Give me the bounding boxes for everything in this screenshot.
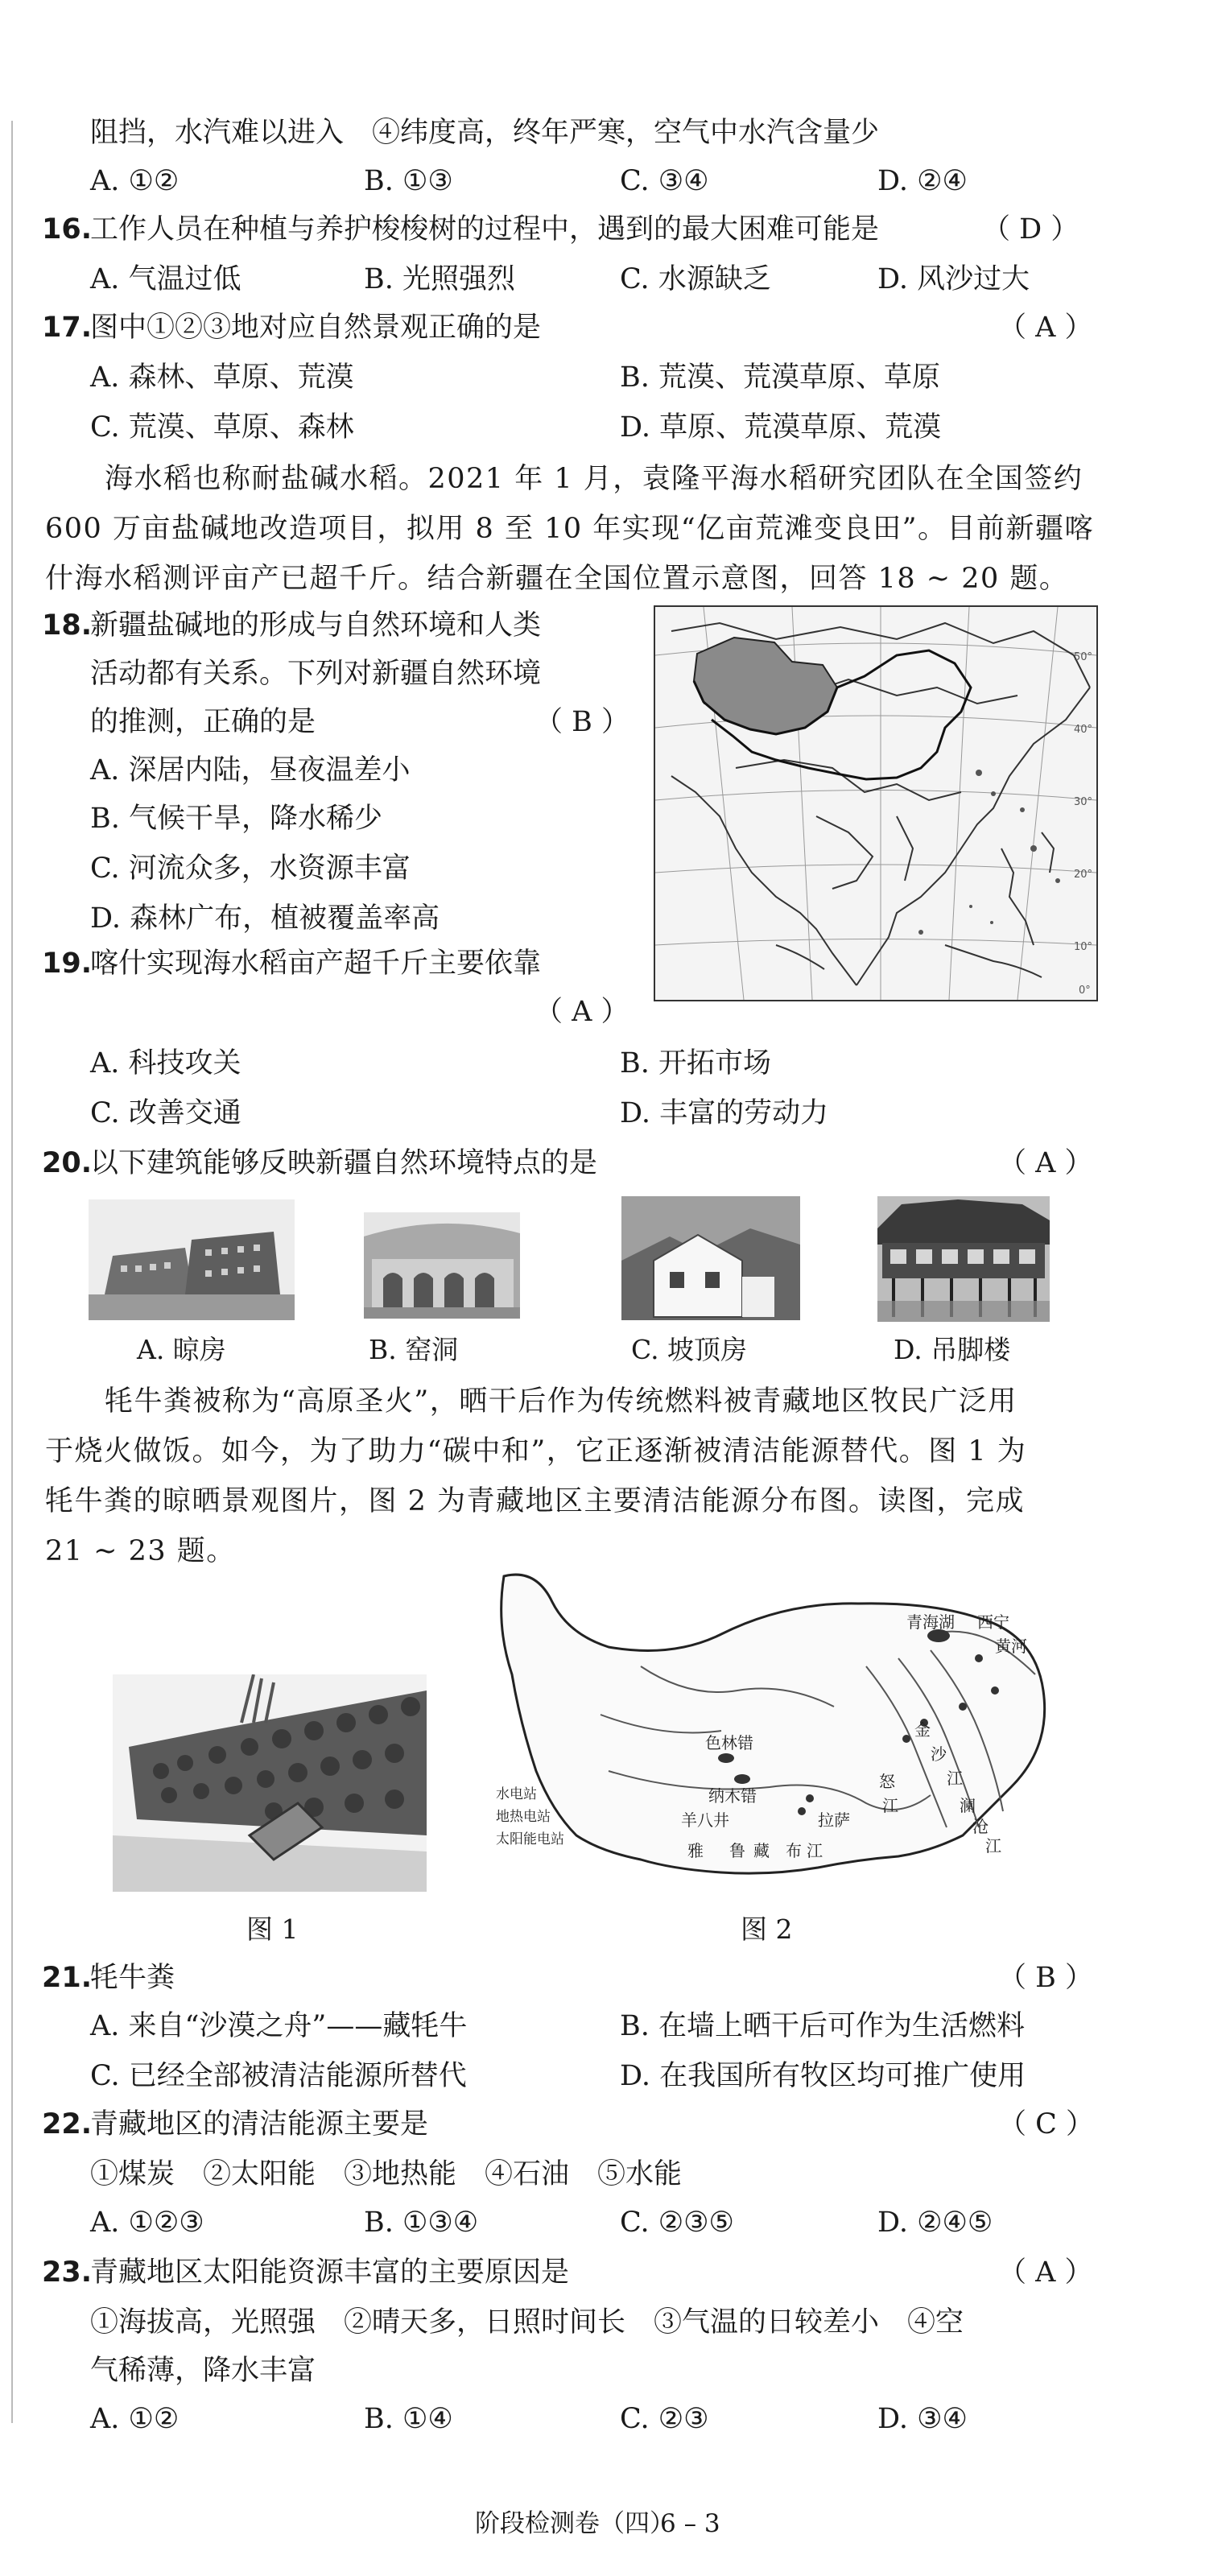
- photo-drying-house: [89, 1199, 295, 1320]
- map-label: 江: [985, 1836, 1001, 1856]
- map-label: 黄河: [995, 1637, 1027, 1656]
- option-b[interactable]: B. 气候干旱，降水稀少: [90, 803, 382, 835]
- lat-tick: 10°: [1074, 941, 1093, 953]
- question-items-line: 气稀薄，降水丰富: [90, 2355, 316, 2387]
- question-number: 19.: [42, 947, 93, 980]
- figure-1-yak-dung-wall: [113, 1674, 427, 1892]
- question-text-line: 新疆盐碱地的形成与自然环境和人类: [90, 609, 542, 642]
- caption-a[interactable]: A. 晾房: [137, 1334, 226, 1365]
- map-label: 拉萨: [818, 1810, 850, 1830]
- xinjiang-location-map: [654, 605, 1098, 1001]
- map-label: 纳木错: [708, 1786, 757, 1806]
- paragraph-line: 牦牛粪被称为“高原圣火”，晒干后作为传统燃料被青藏地区牧民广泛用: [105, 1385, 1017, 1418]
- option-d[interactable]: D. 森林广布，植被覆盖率高: [90, 902, 440, 935]
- paragraph-line: 牦牛粪的晾晒景观图片，图 2 为青藏地区主要清洁能源分布图。读图，完成: [45, 1485, 1026, 1517]
- figure-1-caption: 图 1: [246, 1913, 299, 1945]
- lat-tick: 0°: [1079, 985, 1091, 997]
- option-c[interactable]: C. ②③: [620, 2403, 709, 2435]
- option-d[interactable]: D. ②④: [877, 165, 968, 197]
- lat-tick: 50°: [1074, 651, 1093, 663]
- map-label: 江: [882, 1796, 898, 1815]
- option-c[interactable]: C. ③④: [620, 165, 709, 197]
- paragraph-line: 海水稻也称耐盐碱水稻。2021 年 1 月，袁隆平海水稻研究团队在全国签约: [105, 463, 1083, 495]
- option-a[interactable]: A. ①②③: [90, 2207, 204, 2239]
- option-d[interactable]: D. 在我国所有牧区均可推广使用: [620, 2060, 1026, 2092]
- map-label: 江: [807, 1841, 823, 1860]
- option-c[interactable]: C. 荒漠、草原、森林: [90, 411, 354, 444]
- map-label: 金: [914, 1720, 931, 1740]
- left-margin-line: [11, 121, 13, 2423]
- map-label: 西宁: [977, 1612, 1009, 1632]
- map-label: 怒: [879, 1772, 895, 1791]
- option-a[interactable]: A. 气温过低: [90, 263, 241, 295]
- caption-b[interactable]: B. 窑洞: [369, 1334, 459, 1365]
- paragraph-line: 21 ~ 23 题。: [45, 1535, 236, 1567]
- question-text: 工作人员在种植与养护梭梭树的过程中，遇到的最大困难可能是: [90, 213, 880, 246]
- caption-d[interactable]: D. 吊脚楼: [894, 1334, 1011, 1365]
- question-number: 23.: [42, 2256, 93, 2289]
- legend-hydro: 水电站: [496, 1786, 537, 1802]
- question-text: 青藏地区太阳能资源丰富的主要原因是: [90, 2256, 570, 2289]
- option-b[interactable]: B. 光照强烈: [364, 263, 515, 295]
- answer-mark: （ A ）: [998, 1147, 1093, 1179]
- option-a[interactable]: A. ①②: [90, 2403, 180, 2435]
- answer-mark: （ A ）: [998, 312, 1093, 344]
- answer-mark: （ B ）: [535, 706, 629, 738]
- photo-sloped-roof-house: [621, 1196, 800, 1320]
- question-text: 牦牛粪: [90, 1962, 175, 1994]
- option-d[interactable]: D. 风沙过大: [877, 263, 1030, 295]
- paragraph-line: 于烧火做饭。如今，为了助力“碳中和”，它正逐渐被清洁能源替代。图 1 为: [45, 1435, 1027, 1468]
- option-c[interactable]: C. 河流众多，水资源丰富: [90, 852, 411, 885]
- map-label: 色林错: [705, 1733, 753, 1752]
- lat-tick: 40°: [1074, 724, 1093, 736]
- map-label: 藏: [753, 1841, 770, 1860]
- map-svg: [655, 607, 1096, 1000]
- option-c[interactable]: C. 水源缺乏: [620, 263, 771, 295]
- question-number: 17.: [42, 312, 93, 344]
- question-number: 16.: [42, 213, 93, 246]
- question-items-line: ①海拔高，光照强 ②晴天多，日照时间长 ③气温的日较差小 ④空: [90, 2306, 964, 2339]
- option-a[interactable]: A. 深居内陆，昼夜温差小: [90, 754, 411, 786]
- option-b[interactable]: B. ①③: [364, 165, 453, 197]
- answer-mark: （ C ）: [998, 2108, 1095, 2140]
- option-d[interactable]: D. 丰富的劳动力: [620, 1097, 829, 1129]
- question-text: 青藏地区的清洁能源主要是: [90, 2108, 429, 2140]
- photo-cave-dwelling: [364, 1212, 520, 1319]
- question-number: 20.: [42, 1147, 93, 1179]
- map-label: 布: [786, 1841, 802, 1860]
- answer-mark: （ B ）: [998, 1962, 1093, 1994]
- map-label: 澜: [960, 1796, 976, 1815]
- answer-mark: （ D ）: [982, 213, 1079, 246]
- paragraph-line: 什海水稻测评亩产已超千斤。结合新疆在全国位置示意图，回答 18 ~ 20 题。: [45, 563, 1069, 595]
- option-b[interactable]: B. 开拓市场: [620, 1047, 771, 1080]
- lat-tick: 20°: [1074, 869, 1093, 881]
- footer-page-number: 6 – 3: [660, 2509, 720, 2538]
- question-number: 22.: [42, 2108, 93, 2140]
- question-text: 图中①②③地对应自然景观正确的是: [90, 312, 542, 344]
- question-number: 18.: [42, 609, 93, 642]
- photo-stilt-house: [877, 1196, 1050, 1322]
- paragraph-line: 600 万亩盐碱地改造项目，拟用 8 至 10 年实现“亿亩荒滩变良田”。目前新疆喀: [45, 513, 1095, 545]
- map-label: 羊八井: [681, 1810, 729, 1830]
- option-b[interactable]: B. 荒漠、荒漠草原、草原: [620, 361, 940, 394]
- answer-mark: （ A ）: [535, 996, 629, 1028]
- option-c[interactable]: C. 已经全部被清洁能源所替代: [90, 2060, 467, 2092]
- option-a[interactable]: A. 森林、草原、荒漠: [90, 361, 354, 394]
- question-text: 喀什实现海水稻亩产超千斤主要依靠: [90, 947, 542, 980]
- option-a[interactable]: A. 来自“沙漠之舟”——藏牦牛: [90, 2010, 468, 2042]
- option-d[interactable]: D. 草原、荒漠草原、荒漠: [620, 411, 942, 444]
- option-c[interactable]: C. 改善交通: [90, 1097, 241, 1129]
- option-d[interactable]: D. ③④: [877, 2403, 968, 2435]
- carryover-line: 阻挡，水汽难以进入 ④纬度高，终年严寒，空气中水汽含量少: [90, 117, 880, 149]
- question-text-line: 的推测，正确的是: [90, 706, 316, 738]
- question-number: 21.: [42, 1962, 93, 1994]
- question-text: 以下建筑能够反映新疆自然环境特点的是: [90, 1147, 598, 1179]
- lat-tick: 30°: [1074, 796, 1093, 808]
- legend-solar: 太阳能电站: [496, 1831, 564, 1847]
- legend-geothermal: 地热电站: [496, 1809, 551, 1825]
- option-d[interactable]: D. ②④⑤: [877, 2207, 993, 2239]
- option-b[interactable]: B. ①④: [364, 2403, 453, 2435]
- option-b[interactable]: B. 在墙上晒干后可作为生活燃料: [620, 2010, 1025, 2042]
- map-label: 沙: [931, 1744, 947, 1764]
- answer-mark: （ A ）: [998, 2256, 1093, 2289]
- tibet-outline: [501, 1575, 1045, 1873]
- map-label: 青海湖: [906, 1612, 955, 1632]
- map-label: 鲁: [729, 1841, 745, 1860]
- option-b[interactable]: B. ①③④: [364, 2207, 479, 2239]
- lat-ticks: [1074, 651, 1092, 997]
- caption-c[interactable]: C. 坡顶房: [631, 1334, 748, 1365]
- map-label: 沧: [972, 1817, 989, 1836]
- footer-title: 阶段检测卷（四）: [475, 2509, 675, 2538]
- option-a[interactable]: A. 科技攻关: [90, 1047, 241, 1080]
- question-text-line: 活动都有关系。下列对新疆自然环境: [90, 658, 542, 690]
- figure-2-caption: 图 2: [741, 1913, 793, 1945]
- question-items: ①煤炭 ②太阳能 ③地热能 ④石油 ⑤水能: [90, 2158, 683, 2190]
- option-c[interactable]: C. ②③⑤: [620, 2207, 734, 2239]
- map-label: 江: [947, 1769, 963, 1788]
- figure-2-tibet-energy-map: [480, 1570, 1067, 1908]
- map-label: 雅: [687, 1841, 704, 1860]
- option-a[interactable]: A. ①②: [90, 165, 180, 197]
